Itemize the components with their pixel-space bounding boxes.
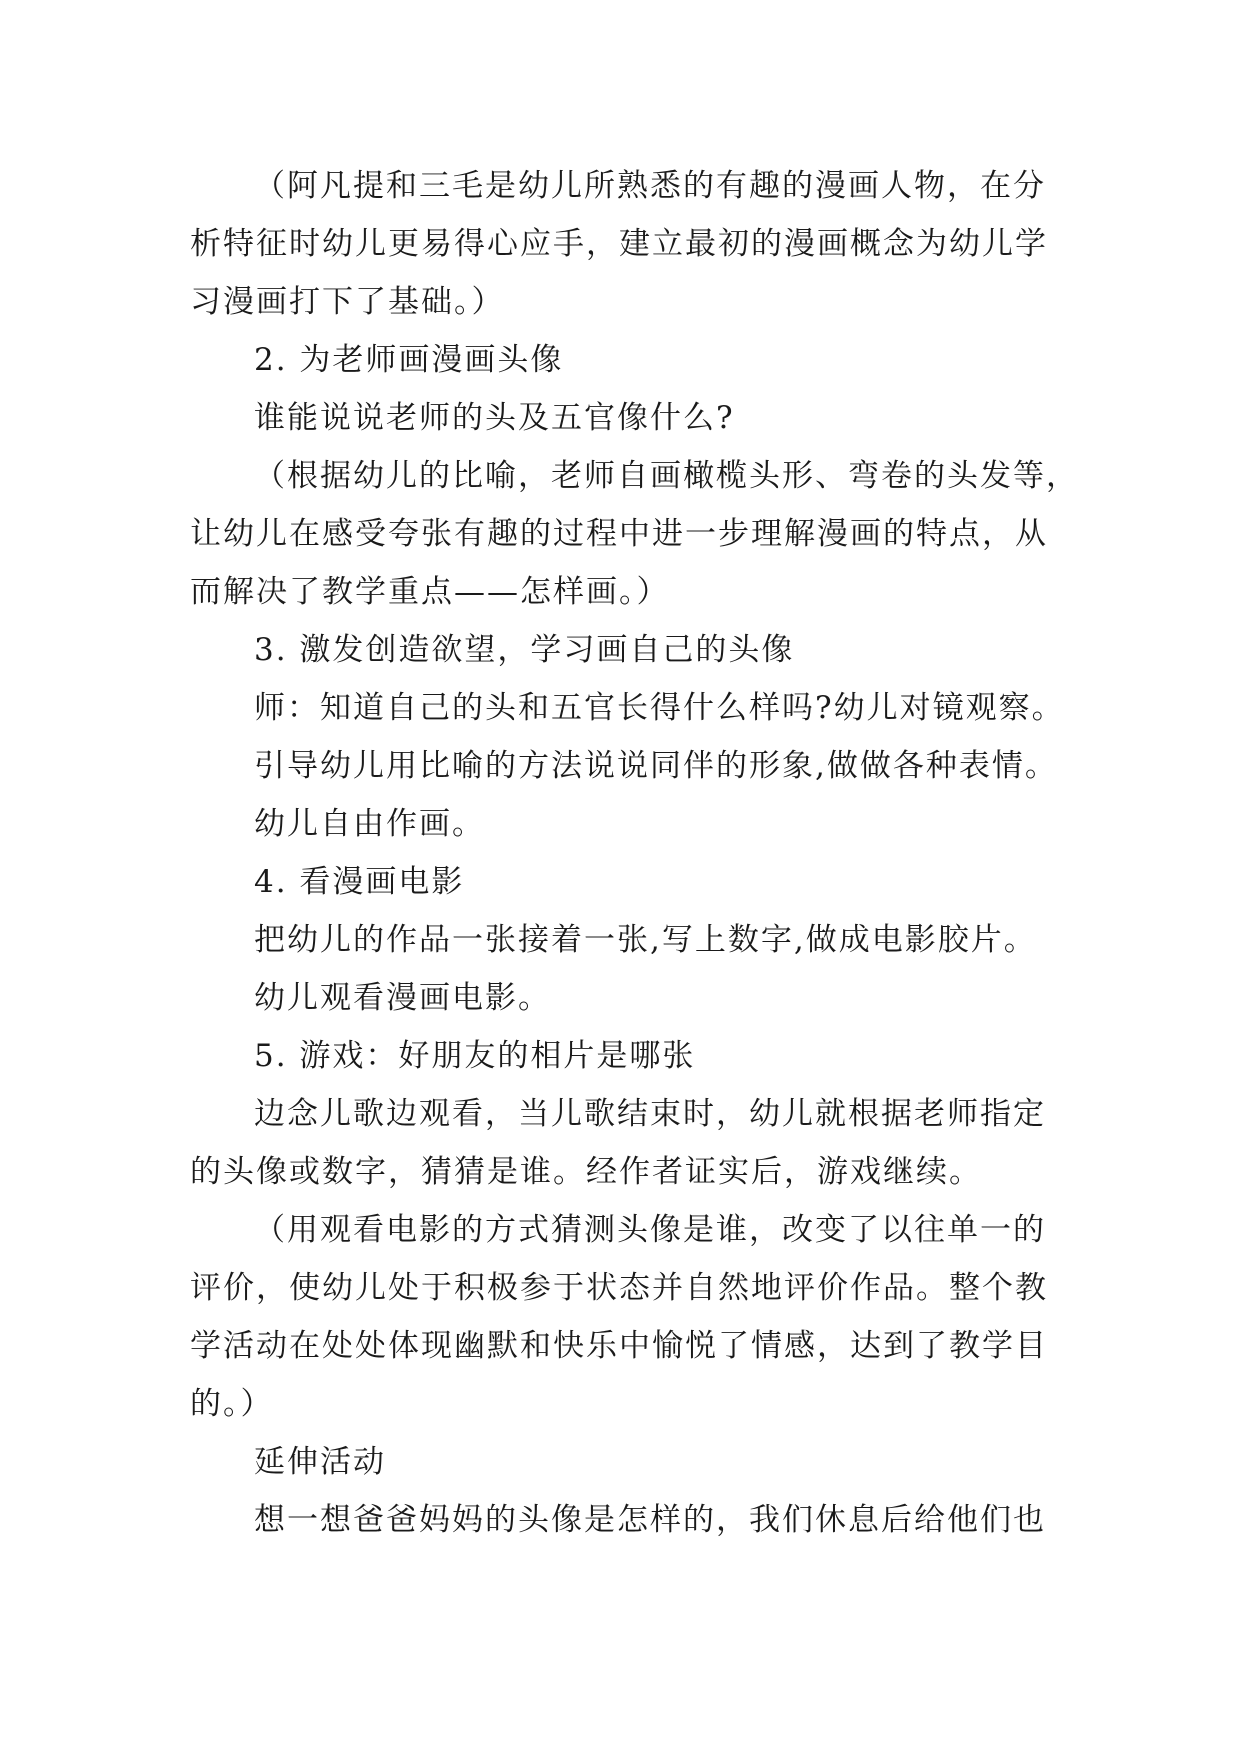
text-line: （用观看电影的方式猜测头像是谁，改变了以往单一的 bbox=[254, 1212, 1046, 1248]
text-line: 而解决了教学重点——怎样画。） bbox=[190, 574, 670, 610]
text-line: 析特征时幼儿更易得心应手，建立最初的漫画概念为幼儿学 bbox=[190, 226, 1048, 262]
text-line: 习漫画打下了基础。） bbox=[190, 284, 505, 320]
section-heading: 4. 看漫画电影 bbox=[254, 864, 465, 900]
text-line: 幼儿观看漫画电影。 bbox=[254, 980, 551, 1016]
text-line: （根据幼儿的比喻，老师自画橄榄头形、弯卷的头发等， bbox=[254, 458, 1079, 494]
section-heading: 5. 游戏：好朋友的相片是哪张 bbox=[254, 1038, 696, 1074]
section-heading: 2. 为老师画漫画头像 bbox=[254, 342, 564, 378]
text-line: 的。） bbox=[190, 1386, 274, 1422]
text-line: 边念儿歌边观看，当儿歌结束时，幼儿就根据老师指定 bbox=[254, 1096, 1046, 1132]
text-line: 想一想爸爸妈妈的头像是怎样的，我们休息后给他们也 bbox=[254, 1502, 1046, 1538]
text-line: 师：知道自己的头和五官长得什么样吗?幼儿对镜观察。 bbox=[254, 690, 1065, 726]
text-line: 谁能说说老师的头及五官像什么? bbox=[254, 400, 735, 436]
text-line: 把幼儿的作品一张接着一张,写上数字,做成电影胶片。 bbox=[254, 922, 1037, 958]
text-line: 引导幼儿用比喻的方法说说同伴的形象,做做各种表情。 bbox=[254, 748, 1058, 784]
section-heading: 3. 激发创造欲望，学习画自己的头像 bbox=[254, 632, 795, 668]
text-line: 评价，使幼儿处于积极参于状态并自然地评价作品。整个教 bbox=[190, 1270, 1048, 1306]
text-line: 的头像或数字，猜猜是谁。经作者证实后，游戏继续。 bbox=[190, 1154, 982, 1190]
text-line: 学活动在处处体现幽默和快乐中愉悦了情感，达到了教学目 bbox=[190, 1328, 1048, 1364]
text-line: 幼儿自由作画。 bbox=[254, 806, 485, 842]
text-line: （阿凡提和三毛是幼儿所熟悉的有趣的漫画人物，在分 bbox=[254, 168, 1046, 204]
section-heading: 延伸活动 bbox=[254, 1444, 386, 1480]
text-line: 让幼儿在感受夸张有趣的过程中进一步理解漫画的特点，从 bbox=[190, 516, 1048, 552]
